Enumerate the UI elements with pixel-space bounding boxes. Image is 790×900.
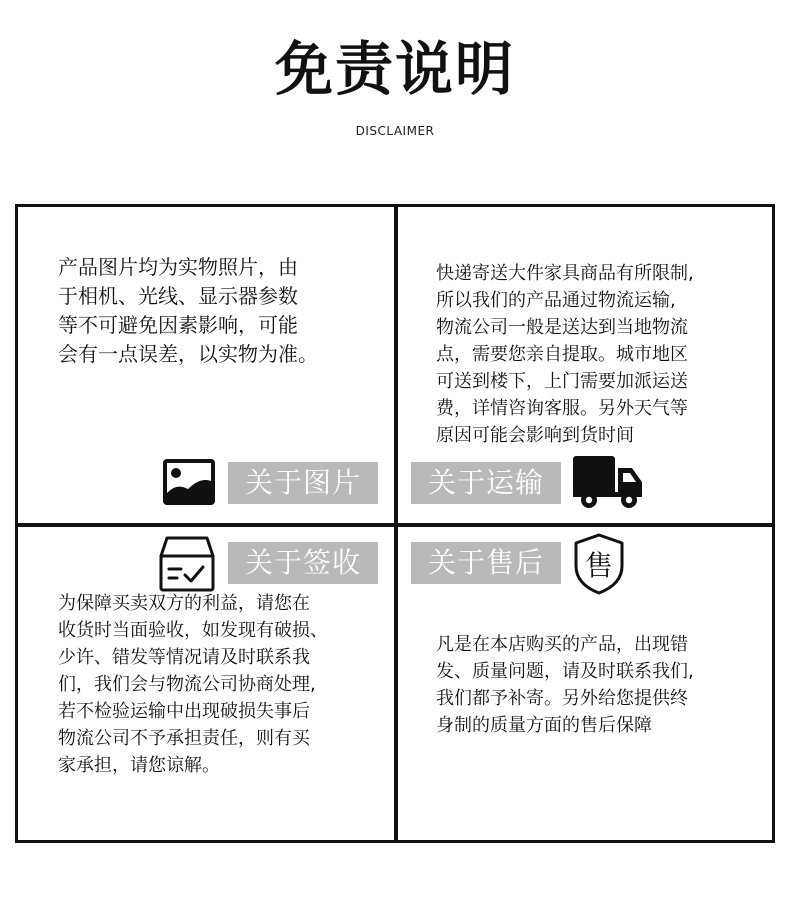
shield-icon (572, 532, 626, 596)
page-subtitle: DISCLAIMER (355, 124, 435, 138)
truck-icon (572, 454, 644, 510)
photos-description: 产品图片均为实物照片，由 于相机、光线、显示器参数 等不可避免因素影响，可能 会有一点误差，以实物为准。 (58, 255, 318, 366)
image-icon (162, 458, 216, 506)
aftersale-description: 凡是在本店购买的产品，出现错 发、质量问题，请及时联系我们, 我们都予补寄。另外给您提供终 身制的质量方面的售后保障 (436, 634, 694, 736)
tag-aftersale: 关于售后 (411, 542, 561, 584)
receipt-description: 为保障买卖双方的利益，请您在 收货时当面验收，如发现有破损、 少许、错发等情况请及时联系我 们，我们会与物流公司协商处理, 若不检验运输中出现破损失事后 物流公司不予承担责任，则有买 家承担，请您谅解。 (58, 593, 328, 776)
package-check-icon (157, 534, 217, 594)
shipping-description: 快递寄送大件家具商品有所限制, 所以我们的产品通过物流运输, 物流公司一般是送达到当地物流 点，需要您亲自提取。城市地区 可送到楼下，上门需要加派运送 费，详情咨询客服。另外天气等 原因可能会影响到货时间 (436, 263, 694, 446)
shield-glyph: 售 (584, 549, 614, 582)
tag-receipt: 关于签收 (228, 542, 378, 584)
grid-divider-horizontal (18, 523, 772, 527)
page-title: 免责说明 (274, 35, 515, 103)
tag-shipping: 关于运输 (411, 462, 561, 504)
disclaimer-grid (15, 204, 775, 843)
tag-photos: 关于图片 (228, 462, 378, 504)
